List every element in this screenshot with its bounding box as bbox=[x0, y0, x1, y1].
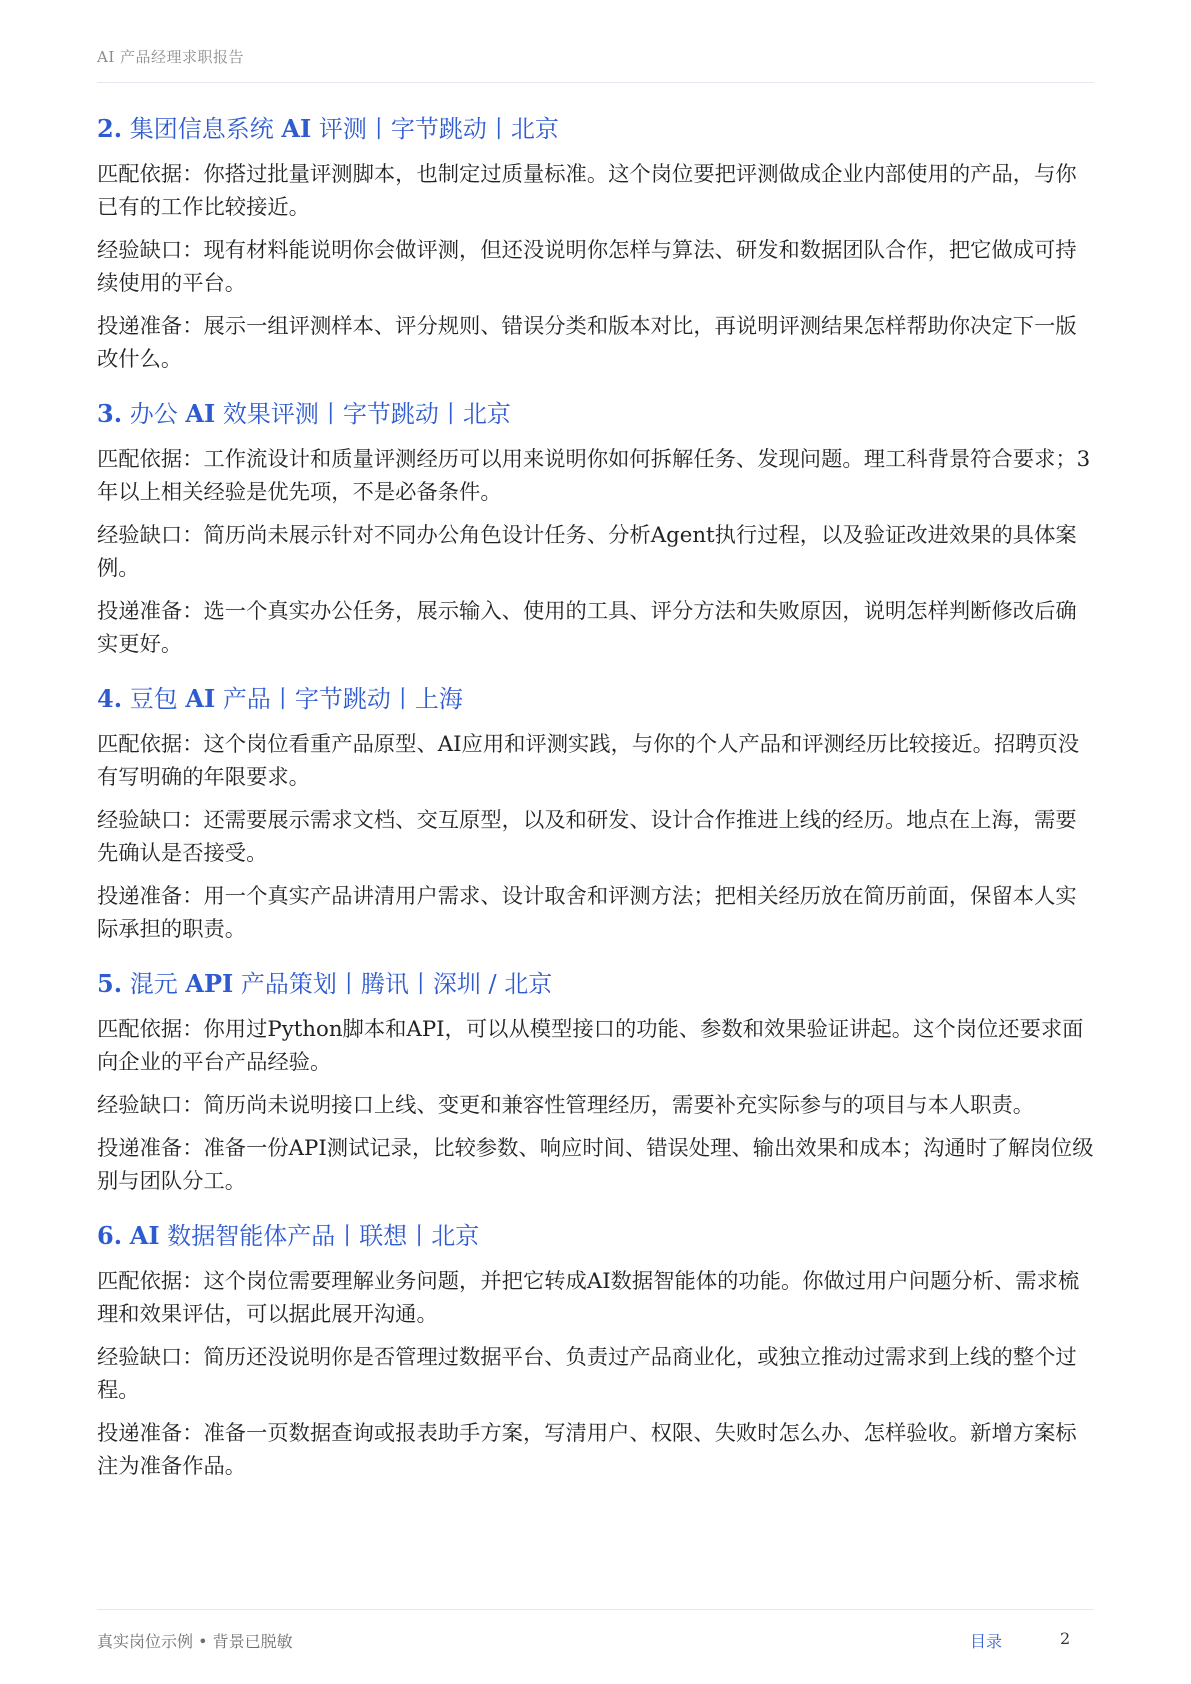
experience-gap: 经验缺口：简历尚未展示针对不同办公角色设计任务、分析Agent执行过程，以及验证改进效果的具体案例。 bbox=[97, 523, 1077, 581]
job-number: 3. bbox=[97, 399, 123, 428]
job-title-rest: 评测丨字节跳动丨北京 bbox=[311, 115, 559, 143]
job-list bbox=[97, 112, 1094, 1504]
job-title-rest: 数据智能体产品丨联想丨北京 bbox=[159, 1222, 480, 1250]
job-title-text: 混元 bbox=[129, 970, 186, 998]
job-entry-5 bbox=[97, 967, 1094, 1198]
job-title-keyword: AI bbox=[185, 684, 216, 713]
page-number: 2 bbox=[1060, 1629, 1071, 1648]
job-entry-2 bbox=[97, 112, 1094, 376]
application-prep: 投递准备：展示一组评测样本、评分规则、错误分类和版本对比，再说明评测结果怎样帮助你决定下一版改什么。 bbox=[97, 314, 1077, 372]
application-prep: 投递准备：用一个真实产品讲清用户需求、设计取舍和评测方法；把相关经历放在简历前面，保留本人实际承担的职责。 bbox=[97, 884, 1077, 942]
application-prep: 投递准备：准备一页数据查询或报表助手方案，写清用户、权限、失败时怎么办、怎样验收。新增方案标注为准备作品。 bbox=[97, 1421, 1077, 1479]
job-title-keyword: API bbox=[185, 969, 234, 998]
job-number: 2. bbox=[97, 114, 123, 143]
experience-gap: 经验缺口：还需要展示需求文档、交互原型，以及和研发、设计合作推进上线的经历。地点在上海，需要先确认是否接受。 bbox=[97, 808, 1077, 866]
match-basis: 匹配依据：这个岗位需要理解业务问题，并把它转成AI数据智能体的功能。你做过用户问题分析、需求梳理和效果评估，可以据此展开沟通。 bbox=[97, 1269, 1080, 1327]
report-title: AI 产品经理求职报告 bbox=[97, 48, 245, 66]
job-title-rest: 效果评测丨字节跳动丨北京 bbox=[215, 400, 511, 428]
match-basis: 匹配依据：你用过Python脚本和API，可以从模型接口的功能、参数和效果验证讲起。这个岗位还要求面向企业的平台产品经验。 bbox=[97, 1017, 1084, 1075]
job-title-rest: 产品策划丨腾讯丨深圳 / 北京 bbox=[233, 970, 553, 998]
job-title-text: 办公 bbox=[129, 400, 186, 428]
job-number: 5. bbox=[97, 969, 123, 998]
job-title-text: 集团信息系统 bbox=[129, 115, 282, 143]
job-title bbox=[97, 112, 1094, 146]
page-footer bbox=[97, 1609, 1094, 1670]
job-title bbox=[97, 1219, 1094, 1253]
job-entry-4 bbox=[97, 682, 1094, 946]
job-number: 4. bbox=[97, 684, 123, 713]
job-title bbox=[97, 682, 1094, 716]
job-title-rest: 产品丨字节跳动丨上海 bbox=[215, 685, 463, 713]
match-basis: 匹配依据：这个岗位看重产品原型、AI应用和评测实践，与你的个人产品和评测经历比较接近。招聘页没有写明确的年限要求。 bbox=[97, 732, 1080, 790]
job-title-keyword: AI bbox=[185, 399, 216, 428]
page-header bbox=[97, 46, 1094, 83]
experience-gap: 经验缺口：简历还没说明你是否管理过数据平台、负责过产品商业化，或独立推动过需求到上线的整个过程。 bbox=[97, 1345, 1077, 1403]
job-entry-3 bbox=[97, 397, 1094, 661]
job-number: 6. bbox=[97, 1221, 123, 1250]
experience-gap: 经验缺口：现有材料能说明你会做评测，但还没说明你怎样与算法、研发和数据团队合作，把它做成可持续使用的平台。 bbox=[97, 238, 1077, 296]
job-title-keyword: AI bbox=[281, 114, 312, 143]
job-title-text: 豆包 bbox=[129, 685, 186, 713]
experience-gap: 经验缺口：简历尚未说明接口上线、变更和兼容性管理经历，需要补充实际参与的项目与本人职责。 bbox=[97, 1093, 1035, 1118]
job-title bbox=[97, 397, 1094, 431]
job-title-keyword: AI bbox=[129, 1221, 160, 1250]
application-prep: 投递准备：选一个真实办公任务，展示输入、使用的工具、评分方法和失败原因，说明怎样判断修改后确实更好。 bbox=[97, 599, 1077, 657]
match-basis: 匹配依据：工作流设计和质量评测经历可以用来说明你如何拆解任务、发现问题。理工科背景符合要求；3年以上相关经验是优先项，不是必备条件。 bbox=[97, 447, 1091, 505]
job-entry-6 bbox=[97, 1219, 1094, 1483]
match-basis: 匹配依据：你搭过批量评测脚本，也制定过质量标准。这个岗位要把评测做成企业内部使用的产品，与你已有的工作比较接近。 bbox=[97, 162, 1077, 220]
job-title bbox=[97, 967, 1094, 1001]
toc-link[interactable]: 目录 bbox=[970, 1632, 1003, 1651]
footer-note: 真实岗位示例 • 背景已脱敏 bbox=[97, 1632, 293, 1651]
application-prep: 投递准备：准备一份API测试记录，比较参数、响应时间、错误处理、输出效果和成本；沟通时了解岗位级别与团队分工。 bbox=[97, 1136, 1094, 1194]
